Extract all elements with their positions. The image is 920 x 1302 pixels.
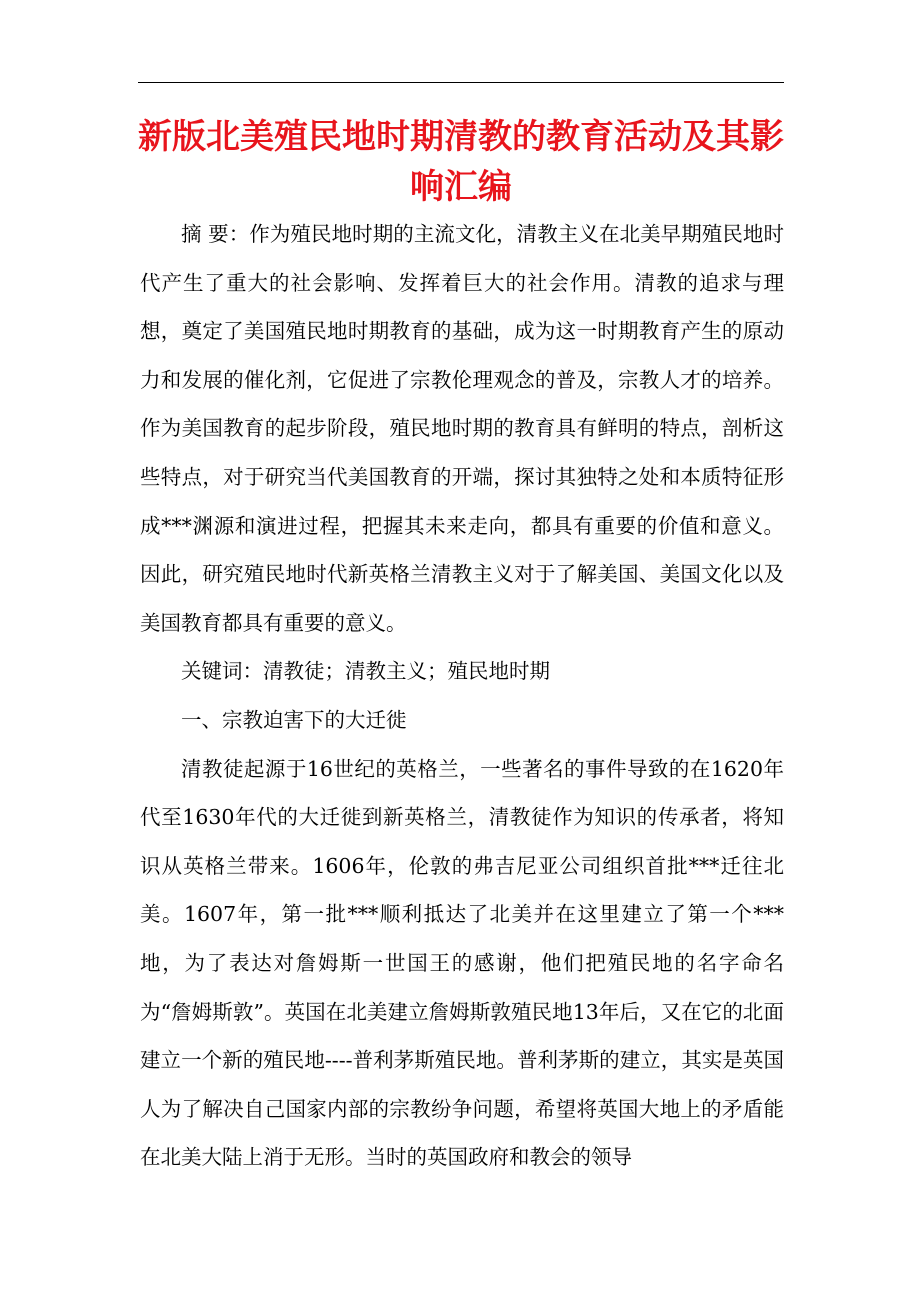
document-title: 新版北美殖民地时期清教的教育活动及其影响汇编 — [138, 117, 784, 207]
body-paragraph: 清教徒起源于16世纪的英格兰，一些著名的事件导致的在1620年代至1630年代的大迁徙到新英格兰，清教徒作为知识的传承者，将知识从英格兰带来。1606年，伦敦的弗吉尼亚公司组织首批***迁往北美。1607年，第一批***顺利抵达了北美并在这里建立了第一个***地，为了表达对詹姆斯一世国王的感谢，他们把殖民地的名字命名为“詹姆斯敦”。英国在北美建立詹姆斯敦殖民地13年后，又在它的北面建立一个新的殖民地----普利茅斯殖民地。普利茅斯的建立，其实是英国人为了解决自己国家内部的宗教纷争问题，希望将英国大地上的矛盾能在北美大陆上消于无形。当时的英国政府和教会的领导 — [140, 756, 784, 1170]
document-body — [140, 210, 784, 1182]
abstract-paragraph: 摘 要：作为殖民地时期的主流文化，清教主义在北美早期殖民地时代产生了重大的社会影响、发挥着巨大的社会作用。清教的追求与理想，奠定了美国殖民地时期教育的基础，成为这一时期教育产生的原动力和发展的催化剂，它促进了宗教伦理观念的普及，宗教人才的培养。作为美国教育的起步阶段，殖民地时期的教育具有鲜明的特点，剖析这些特点，对于研究当代美国教育的开端，探讨其独特之处和本质特征形成***渊源和演进过程，把握其未来走向，都具有重要的价值和意义。因此，研究殖民地时代新英格兰清教主义对于了解美国、美国文化以及美国教育都具有重要的意义。 — [140, 222, 784, 635]
header-rule — [138, 82, 784, 83]
section-heading: 一、宗教迫害下的大迁徙 — [181, 707, 407, 732]
keywords-paragraph: 关键词：清教徒；清教主义；殖民地时期 — [181, 659, 550, 684]
